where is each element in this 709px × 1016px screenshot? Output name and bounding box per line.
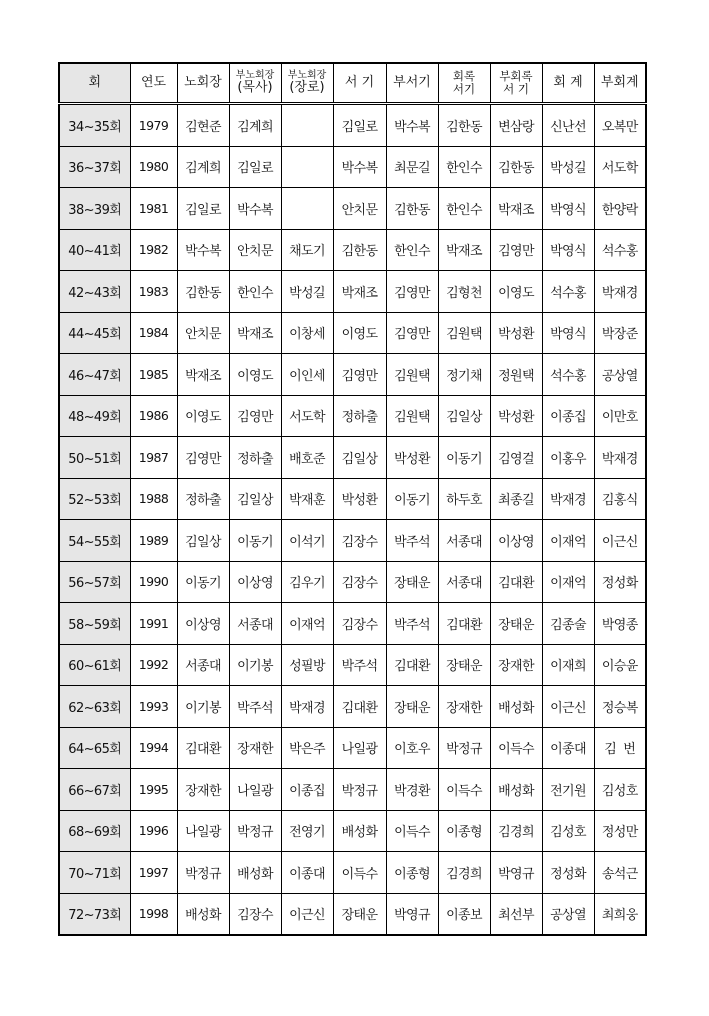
cell-vice-moderator-elder — [281, 104, 333, 147]
cell-clerk: 박주석 — [333, 644, 386, 686]
cell-moderator: 장재한 — [177, 769, 229, 811]
cell-treasurer: 이재억 — [542, 520, 594, 562]
table-body — [59, 104, 646, 936]
cell-vice-clerk: 이종형 — [386, 852, 438, 894]
cell-year: 1988 — [130, 478, 177, 520]
cell-vice-recording-clerk: 이영도 — [490, 271, 542, 313]
cell-term: 38~39회 — [59, 188, 130, 230]
cell-term: 36~37회 — [59, 146, 130, 188]
cell-recording-clerk: 이득수 — [438, 769, 490, 811]
cell-treasurer: 박영식 — [542, 188, 594, 230]
table-row — [59, 478, 646, 520]
cell-year: 1986 — [130, 395, 177, 437]
cell-term: 40~41회 — [59, 229, 130, 271]
cell-vice-moderator-elder: 채도기 — [281, 229, 333, 271]
cell-vice-treasurer: 이근신 — [594, 520, 646, 562]
cell-vice-treasurer: 석수홍 — [594, 229, 646, 271]
cell-recording-clerk: 이종형 — [438, 810, 490, 852]
header-vice-treasurer — [594, 63, 646, 104]
cell-moderator: 김영만 — [177, 437, 229, 479]
cell-year: 1979 — [130, 104, 177, 147]
cell-term: 50~51회 — [59, 437, 130, 479]
cell-moderator: 김일상 — [177, 520, 229, 562]
cell-year: 1994 — [130, 727, 177, 769]
header-line: 부회계 — [600, 74, 639, 90]
cell-clerk: 김장수 — [333, 603, 386, 645]
cell-term: 72~73회 — [59, 893, 130, 935]
cell-treasurer: 신난선 — [542, 104, 594, 147]
table-row — [59, 312, 646, 354]
cell-vice-moderator-elder: 이재억 — [281, 603, 333, 645]
cell-vice-treasurer: 송석근 — [594, 852, 646, 894]
cell-vice-moderator-pastor: 나일광 — [229, 769, 281, 811]
header-line: 부노회장 — [287, 70, 327, 82]
cell-vice-clerk: 김대환 — [386, 644, 438, 686]
table-row — [59, 603, 646, 645]
cell-vice-moderator-pastor: 김장수 — [229, 893, 281, 935]
cell-vice-treasurer: 박재경 — [594, 437, 646, 479]
cell-clerk: 김일로 — [333, 104, 386, 147]
cell-clerk: 장태운 — [333, 893, 386, 935]
cell-vice-clerk: 박경환 — [386, 769, 438, 811]
table-row — [59, 644, 646, 686]
cell-clerk: 정하출 — [333, 395, 386, 437]
cell-vice-clerk: 한인수 — [386, 229, 438, 271]
cell-term: 56~57회 — [59, 561, 130, 603]
cell-clerk: 김장수 — [333, 561, 386, 603]
cell-clerk: 박성환 — [333, 478, 386, 520]
officer-roster-table — [58, 62, 647, 936]
table-row — [59, 437, 646, 479]
cell-vice-recording-clerk: 이득수 — [490, 727, 542, 769]
cell-treasurer: 이종집 — [542, 395, 594, 437]
cell-year: 1987 — [130, 437, 177, 479]
cell-vice-treasurer: 공상열 — [594, 354, 646, 396]
cell-treasurer: 박영식 — [542, 312, 594, 354]
header-row — [59, 63, 646, 104]
cell-recording-clerk: 박정규 — [438, 727, 490, 769]
header-moderator — [177, 63, 229, 104]
cell-vice-moderator-pastor: 김일상 — [229, 478, 281, 520]
table-row — [59, 561, 646, 603]
cell-treasurer: 석수홍 — [542, 354, 594, 396]
cell-vice-moderator-elder: 김우기 — [281, 561, 333, 603]
cell-treasurer: 이홍우 — [542, 437, 594, 479]
cell-recording-clerk: 한인수 — [438, 146, 490, 188]
cell-moderator: 김한동 — [177, 271, 229, 313]
cell-clerk: 박정규 — [333, 769, 386, 811]
header-treasurer — [542, 63, 594, 104]
cell-recording-clerk: 김한동 — [438, 104, 490, 147]
header-recording-clerk — [438, 63, 490, 104]
table-row — [59, 520, 646, 562]
table-row — [59, 686, 646, 728]
cell-vice-recording-clerk: 최종길 — [490, 478, 542, 520]
cell-vice-moderator-pastor: 안치문 — [229, 229, 281, 271]
cell-moderator: 배성화 — [177, 893, 229, 935]
cell-recording-clerk: 김형천 — [438, 271, 490, 313]
cell-moderator: 서종대 — [177, 644, 229, 686]
cell-recording-clerk: 서종대 — [438, 561, 490, 603]
cell-term: 44~45회 — [59, 312, 130, 354]
cell-clerk: 김한동 — [333, 229, 386, 271]
table-row — [59, 852, 646, 894]
cell-year: 1989 — [130, 520, 177, 562]
header-line: 회 계 — [553, 74, 583, 90]
cell-vice-treasurer: 박장준 — [594, 312, 646, 354]
cell-recording-clerk: 김원택 — [438, 312, 490, 354]
cell-moderator: 박재조 — [177, 354, 229, 396]
cell-moderator: 나일광 — [177, 810, 229, 852]
cell-term: 42~43회 — [59, 271, 130, 313]
cell-vice-recording-clerk: 김경희 — [490, 810, 542, 852]
cell-recording-clerk: 정기채 — [438, 354, 490, 396]
cell-clerk: 배성화 — [333, 810, 386, 852]
cell-vice-treasurer: 이만호 — [594, 395, 646, 437]
table-row — [59, 188, 646, 230]
cell-vice-clerk: 장태운 — [386, 686, 438, 728]
cell-vice-moderator-elder: 박성길 — [281, 271, 333, 313]
cell-treasurer: 박재경 — [542, 478, 594, 520]
cell-treasurer: 석수홍 — [542, 271, 594, 313]
cell-recording-clerk: 김경희 — [438, 852, 490, 894]
cell-treasurer: 이재희 — [542, 644, 594, 686]
cell-vice-moderator-elder: 이인세 — [281, 354, 333, 396]
cell-year: 1984 — [130, 312, 177, 354]
cell-year: 1992 — [130, 644, 177, 686]
cell-treasurer: 박성길 — [542, 146, 594, 188]
header-line: 회록 — [452, 69, 476, 84]
header-vice-clerk — [386, 63, 438, 104]
cell-year: 1981 — [130, 188, 177, 230]
cell-vice-moderator-pastor: 이상영 — [229, 561, 281, 603]
table-row — [59, 146, 646, 188]
cell-vice-moderator-elder: 박은주 — [281, 727, 333, 769]
cell-recording-clerk: 이동기 — [438, 437, 490, 479]
table-row — [59, 271, 646, 313]
cell-vice-treasurer: 정성화 — [594, 561, 646, 603]
cell-vice-moderator-pastor: 장재한 — [229, 727, 281, 769]
header-line: 부서기 — [393, 74, 431, 90]
cell-recording-clerk: 하두호 — [438, 478, 490, 520]
cell-vice-moderator-elder: 전영기 — [281, 810, 333, 852]
cell-vice-treasurer: 정성만 — [594, 810, 646, 852]
cell-vice-clerk: 김원택 — [386, 395, 438, 437]
cell-vice-clerk: 이동기 — [386, 478, 438, 520]
cell-term: 60~61회 — [59, 644, 130, 686]
cell-vice-moderator-pastor: 이기봉 — [229, 644, 281, 686]
cell-vice-treasurer: 최희웅 — [594, 893, 646, 935]
cell-vice-recording-clerk: 박재조 — [490, 188, 542, 230]
cell-vice-recording-clerk: 박성환 — [490, 395, 542, 437]
cell-clerk: 김영만 — [333, 354, 386, 396]
cell-vice-recording-clerk: 배성화 — [490, 769, 542, 811]
table-row — [59, 395, 646, 437]
cell-vice-moderator-elder: 이석기 — [281, 520, 333, 562]
cell-vice-treasurer: 오복만 — [594, 104, 646, 147]
cell-clerk: 박재조 — [333, 271, 386, 313]
cell-vice-recording-clerk: 김대환 — [490, 561, 542, 603]
cell-year: 1998 — [130, 893, 177, 935]
cell-year: 1995 — [130, 769, 177, 811]
cell-year: 1991 — [130, 603, 177, 645]
cell-clerk: 김대환 — [333, 686, 386, 728]
cell-term: 48~49회 — [59, 395, 130, 437]
cell-term: 68~69회 — [59, 810, 130, 852]
header-line: (목사) — [237, 80, 273, 96]
cell-vice-moderator-elder: 이종집 — [281, 769, 333, 811]
cell-moderator: 김현준 — [177, 104, 229, 147]
header-term — [59, 63, 130, 104]
cell-treasurer: 전기원 — [542, 769, 594, 811]
cell-vice-clerk: 김영만 — [386, 271, 438, 313]
cell-clerk: 나일광 — [333, 727, 386, 769]
cell-vice-moderator-pastor: 배성화 — [229, 852, 281, 894]
cell-moderator: 이동기 — [177, 561, 229, 603]
cell-vice-clerk: 장태운 — [386, 561, 438, 603]
cell-clerk: 박수복 — [333, 146, 386, 188]
header-line: 부회록 — [499, 69, 533, 84]
cell-vice-moderator-pastor: 박수복 — [229, 188, 281, 230]
cell-vice-moderator-elder — [281, 188, 333, 230]
cell-vice-clerk: 최문길 — [386, 146, 438, 188]
table-row — [59, 893, 646, 935]
cell-vice-moderator-elder: 배호준 — [281, 437, 333, 479]
cell-vice-treasurer: 박재경 — [594, 271, 646, 313]
cell-vice-recording-clerk: 배성화 — [490, 686, 542, 728]
cell-clerk: 이영도 — [333, 312, 386, 354]
cell-moderator: 박정규 — [177, 852, 229, 894]
cell-recording-clerk: 장재한 — [438, 686, 490, 728]
cell-year: 1993 — [130, 686, 177, 728]
cell-vice-moderator-elder: 서도학 — [281, 395, 333, 437]
cell-clerk: 이득수 — [333, 852, 386, 894]
cell-vice-clerk: 박성환 — [386, 437, 438, 479]
table-header — [59, 63, 646, 104]
table-row — [59, 727, 646, 769]
table-row — [59, 104, 646, 147]
cell-treasurer: 공상열 — [542, 893, 594, 935]
cell-vice-clerk: 이호우 — [386, 727, 438, 769]
cell-moderator: 이상영 — [177, 603, 229, 645]
cell-vice-moderator-pastor: 한인수 — [229, 271, 281, 313]
header-clerk — [333, 63, 386, 104]
cell-vice-moderator-pastor: 서종대 — [229, 603, 281, 645]
cell-vice-recording-clerk: 장태운 — [490, 603, 542, 645]
header-line: 부노회장 — [235, 70, 275, 82]
cell-treasurer: 김성호 — [542, 810, 594, 852]
cell-vice-moderator-elder: 이종대 — [281, 852, 333, 894]
cell-vice-clerk: 박영규 — [386, 893, 438, 935]
cell-term: 34~35회 — [59, 104, 130, 147]
cell-moderator: 정하출 — [177, 478, 229, 520]
cell-vice-clerk: 김원택 — [386, 354, 438, 396]
cell-treasurer: 이재억 — [542, 561, 594, 603]
table-row — [59, 354, 646, 396]
cell-vice-moderator-pastor: 박정규 — [229, 810, 281, 852]
cell-vice-moderator-elder: 이창세 — [281, 312, 333, 354]
header-vice-recording-clerk — [490, 63, 542, 104]
cell-vice-treasurer: 김성호 — [594, 769, 646, 811]
cell-vice-recording-clerk: 박영규 — [490, 852, 542, 894]
cell-recording-clerk: 장태운 — [438, 644, 490, 686]
cell-vice-moderator-elder: 이근신 — [281, 893, 333, 935]
table-row — [59, 229, 646, 271]
cell-moderator: 이영도 — [177, 395, 229, 437]
cell-year: 1985 — [130, 354, 177, 396]
header-line: 노회장 — [184, 74, 222, 90]
cell-year: 1983 — [130, 271, 177, 313]
cell-vice-clerk: 김한동 — [386, 188, 438, 230]
cell-moderator: 안치문 — [177, 312, 229, 354]
header-line: 서 기 — [344, 74, 375, 90]
cell-vice-recording-clerk: 변삼랑 — [490, 104, 542, 147]
cell-vice-moderator-elder: 박재경 — [281, 686, 333, 728]
cell-treasurer: 정성화 — [542, 852, 594, 894]
header-vice-moderator-elder — [281, 63, 333, 104]
header-line: 서기 — [452, 82, 476, 96]
cell-treasurer: 박영식 — [542, 229, 594, 271]
cell-term: 52~53회 — [59, 478, 130, 520]
cell-recording-clerk: 이종보 — [438, 893, 490, 935]
cell-vice-clerk: 김영만 — [386, 312, 438, 354]
cell-treasurer: 김종술 — [542, 603, 594, 645]
cell-term: 70~71회 — [59, 852, 130, 894]
cell-clerk: 김일상 — [333, 437, 386, 479]
cell-recording-clerk: 한인수 — [438, 188, 490, 230]
cell-vice-treasurer: 박영종 — [594, 603, 646, 645]
cell-term: 46~47회 — [59, 354, 130, 396]
cell-vice-moderator-pastor: 이동기 — [229, 520, 281, 562]
cell-clerk: 안치문 — [333, 188, 386, 230]
cell-vice-moderator-pastor: 정하출 — [229, 437, 281, 479]
cell-recording-clerk: 박재조 — [438, 229, 490, 271]
cell-vice-treasurer: 한양락 — [594, 188, 646, 230]
header-vice-moderator-pastor — [229, 63, 281, 104]
cell-vice-moderator-elder: 성필방 — [281, 644, 333, 686]
cell-recording-clerk: 김대환 — [438, 603, 490, 645]
cell-vice-moderator-pastor: 박재조 — [229, 312, 281, 354]
header-line: 회 — [88, 74, 102, 90]
cell-vice-recording-clerk: 장재한 — [490, 644, 542, 686]
cell-vice-moderator-pastor: 김계희 — [229, 104, 281, 147]
cell-vice-moderator-pastor: 이영도 — [229, 354, 281, 396]
cell-moderator: 이기봉 — [177, 686, 229, 728]
cell-year: 1980 — [130, 146, 177, 188]
cell-vice-moderator-pastor: 김일로 — [229, 146, 281, 188]
header-line: 서 기 — [503, 82, 529, 96]
cell-vice-clerk: 박주석 — [386, 603, 438, 645]
cell-vice-treasurer: 김 번 — [594, 727, 646, 769]
cell-vice-moderator-pastor: 김영만 — [229, 395, 281, 437]
cell-vice-treasurer: 서도학 — [594, 146, 646, 188]
cell-clerk: 김장수 — [333, 520, 386, 562]
cell-vice-recording-clerk: 정원택 — [490, 354, 542, 396]
cell-year: 1997 — [130, 852, 177, 894]
cell-year: 1982 — [130, 229, 177, 271]
table-row — [59, 769, 646, 811]
cell-vice-clerk: 박수복 — [386, 104, 438, 147]
cell-moderator: 김계희 — [177, 146, 229, 188]
header-line: (장로) — [289, 80, 325, 96]
cell-vice-recording-clerk: 김영걸 — [490, 437, 542, 479]
table-row — [59, 810, 646, 852]
cell-term: 54~55회 — [59, 520, 130, 562]
cell-year: 1996 — [130, 810, 177, 852]
header-year — [130, 63, 177, 104]
cell-vice-recording-clerk: 김한동 — [490, 146, 542, 188]
cell-recording-clerk: 김일상 — [438, 395, 490, 437]
cell-vice-clerk: 이득수 — [386, 810, 438, 852]
cell-vice-recording-clerk: 김영만 — [490, 229, 542, 271]
cell-vice-clerk: 박주석 — [386, 520, 438, 562]
cell-term: 62~63회 — [59, 686, 130, 728]
cell-moderator: 김대환 — [177, 727, 229, 769]
cell-vice-recording-clerk: 최선부 — [490, 893, 542, 935]
cell-term: 66~67회 — [59, 769, 130, 811]
cell-moderator: 김일로 — [177, 188, 229, 230]
cell-term: 58~59회 — [59, 603, 130, 645]
cell-vice-moderator-elder — [281, 146, 333, 188]
cell-recording-clerk: 서종대 — [438, 520, 490, 562]
cell-year: 1990 — [130, 561, 177, 603]
cell-vice-treasurer: 이승윤 — [594, 644, 646, 686]
cell-moderator: 박수복 — [177, 229, 229, 271]
cell-term: 64~65회 — [59, 727, 130, 769]
cell-vice-moderator-elder: 박재훈 — [281, 478, 333, 520]
header-line: 연도 — [140, 74, 167, 90]
cell-vice-recording-clerk: 박성환 — [490, 312, 542, 354]
cell-treasurer: 이근신 — [542, 686, 594, 728]
cell-vice-moderator-pastor: 박주석 — [229, 686, 281, 728]
cell-vice-treasurer: 김홍식 — [594, 478, 646, 520]
cell-vice-treasurer: 정승복 — [594, 686, 646, 728]
cell-treasurer: 이종대 — [542, 727, 594, 769]
cell-vice-recording-clerk: 이상영 — [490, 520, 542, 562]
